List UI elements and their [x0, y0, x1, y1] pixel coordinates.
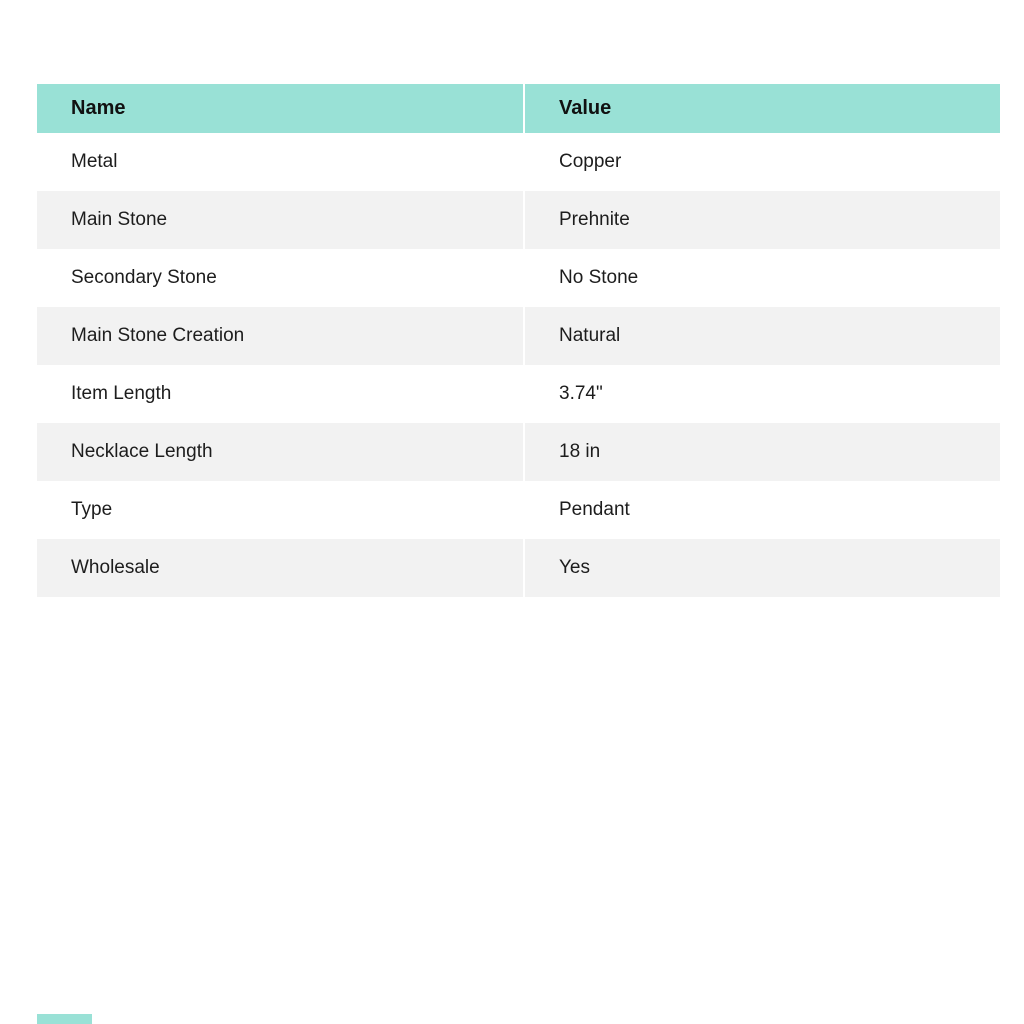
attribute-name: Wholesale	[71, 557, 160, 578]
attribute-value: 3.74"	[523, 365, 1000, 423]
attribute-value: Yes	[523, 539, 1000, 597]
table-row	[37, 249, 1000, 307]
column-header-name: Name	[37, 84, 523, 133]
attribute-value: Copper	[523, 133, 1000, 191]
attribute-name: Main Stone Creation	[71, 325, 245, 346]
table-row	[37, 307, 1000, 365]
attribute-name: Secondary Stone	[71, 267, 217, 288]
attribute-name: Metal	[71, 151, 118, 172]
table-header-row	[37, 84, 1000, 133]
attribute-name: Item Length	[71, 383, 172, 404]
product-attributes-table	[37, 84, 1000, 597]
attribute-name: Type	[71, 499, 113, 520]
table-row	[37, 365, 1000, 423]
column-header-value: Value	[523, 84, 1000, 133]
attribute-value: Prehnite	[523, 191, 1000, 249]
table-row	[37, 539, 1000, 597]
table-row	[37, 423, 1000, 481]
attribute-name: Necklace Length	[71, 441, 213, 462]
attribute-value: No Stone	[523, 249, 1000, 307]
attribute-value: Natural	[523, 307, 1000, 365]
next-table-partial-header	[37, 1014, 92, 1024]
attribute-name: Main Stone	[71, 209, 168, 230]
table-row	[37, 133, 1000, 191]
table-row	[37, 481, 1000, 539]
attribute-value: Pendant	[523, 481, 1000, 539]
table-row	[37, 191, 1000, 249]
attribute-value: 18 in	[523, 423, 1000, 481]
